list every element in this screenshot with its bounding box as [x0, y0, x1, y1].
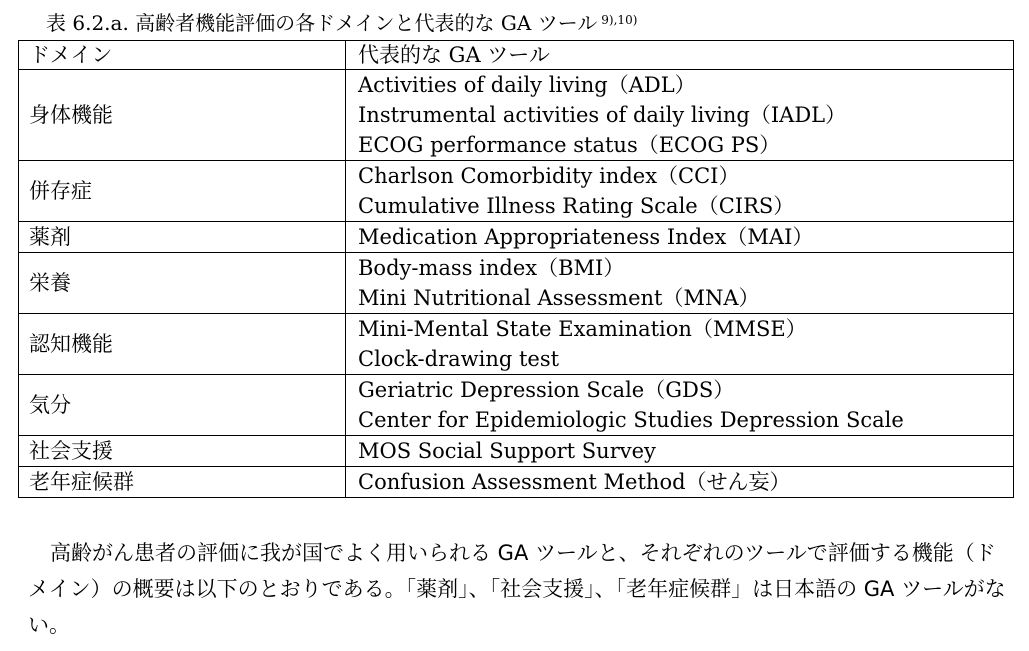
- table-header-row: [19, 41, 1014, 70]
- table-row: [19, 222, 1014, 253]
- domain-cell: 老年症候群: [19, 467, 346, 498]
- domain-cell: 身体機能: [19, 70, 346, 161]
- tool-name: Confusion Assessment Method（せん妄）: [358, 470, 791, 494]
- domain-cell: 併存症: [19, 161, 346, 222]
- domain-cell: 薬剤: [19, 222, 346, 253]
- tool-name: ECOG performance status（ECOG PS）: [358, 133, 781, 157]
- tools-cell: [346, 375, 1014, 436]
- tool-name: Medication Appropriateness Index（MAI）: [358, 225, 814, 249]
- tools-cell: [346, 222, 1014, 253]
- tool-name: Clock-drawing test: [358, 347, 560, 371]
- ga-tools-table: [18, 40, 1014, 498]
- tool-name: Activities of daily living（ADL）: [358, 73, 696, 97]
- table-row: [19, 314, 1014, 375]
- tools-cell: [346, 253, 1014, 314]
- tool-name: Instrumental activities of daily living（IADL）: [358, 103, 847, 127]
- table-caption-text: 表 6.2.a. 高齢者機能評価の各ドメインと代表的な GA ツール: [46, 11, 598, 35]
- header-tools: 代表的な GA ツール: [346, 41, 1014, 70]
- table-row: [19, 436, 1014, 467]
- table-row: [19, 161, 1014, 222]
- tool-name: Mini-Mental State Examination（MMSE）: [358, 317, 807, 341]
- tools-cell: [346, 467, 1014, 498]
- header-domain: ドメイン: [19, 41, 346, 70]
- table-caption: [46, 6, 637, 37]
- tool-name: MOS Social Support Survey: [358, 439, 656, 463]
- reference-superscript: 9),10): [601, 13, 638, 27]
- table-row: [19, 253, 1014, 314]
- tools-cell: [346, 436, 1014, 467]
- tools-cell: [346, 314, 1014, 375]
- domain-cell: 認知機能: [19, 314, 346, 375]
- tool-name: Cumulative Illness Rating Scale（CIRS）: [358, 194, 795, 218]
- body-paragraph: 高齢がん患者の評価に我が国でよく用いられる GA ツールと、それぞれのツールで評価する機能（ドメイン）の概要は以下のとおりである。「薬剤」、「社会支援」、「老年症候群」は日本語の GA ツールがない。: [28, 541, 1006, 637]
- tool-name: Charlson Comorbidity index（CCI）: [358, 164, 740, 188]
- tool-name: Geriatric Depression Scale（GDS）: [358, 378, 735, 402]
- table-body: [19, 41, 1014, 498]
- tool-name: Center for Epidemiologic Studies Depression Scale: [358, 408, 904, 432]
- table-row: [19, 70, 1014, 161]
- domain-cell: 気分: [19, 375, 346, 436]
- tool-name: Mini Nutritional Assessment（MNA）: [358, 286, 760, 310]
- tool-name: Body-mass index（BMI）: [358, 256, 625, 280]
- domain-cell: 栄養: [19, 253, 346, 314]
- tools-cell: [346, 70, 1014, 161]
- table-row: [19, 467, 1014, 498]
- domain-cell: 社会支援: [19, 436, 346, 467]
- table-row: [19, 375, 1014, 436]
- tools-cell: [346, 161, 1014, 222]
